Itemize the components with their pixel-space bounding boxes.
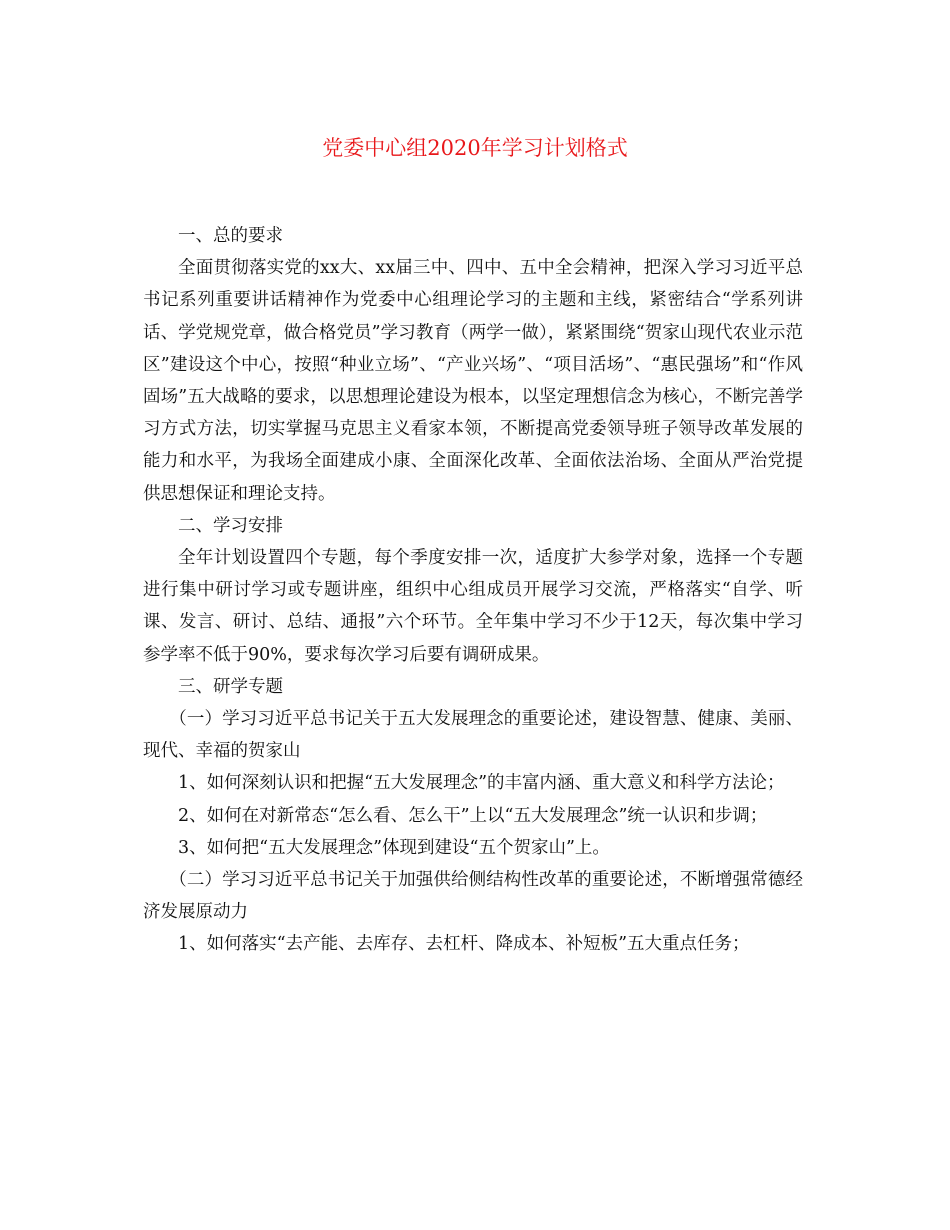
paragraph-requirements: 全面贯彻落实党的xx大、xx届三中、四中、五中全会精神，把深入学习习近平总书记系列重要讲话精神作为党委中心组理论学习的主题和主线，紧密结合“学系列讲话、学党规党章，做合格党员”学习教育（两学一做），紧紧围绕“贺家山现代农业示范区”建设这个中心，按照“种业立场”、“产业兴场”、“项目活场”、“惠民强场”和“作风固场”五大战略的要求，以思想理论建设为根本，以坚定理想信念为核心，不断完善学习方式方法，切实掌握马克思主义看家本领，不断提高党委领导班子领导改革发展的能力和水平，为我场全面建成小康、全面深化改革、全面依法治场、全面从严治党提供思想保证和理论支持。 — [143, 258, 803, 504]
document-body — [143, 220, 803, 961]
topic-one-item-1: 1、如何深刻认识和把握“五大发展理念”的丰富内涵、重大意义和科学方法论； — [178, 773, 785, 794]
topic-one-item-3: 3、如何把“五大发展理念”体现到建设“五个贺家山”上。 — [178, 837, 610, 858]
section-heading-topics: 三、研学专题 — [178, 676, 283, 697]
topic-one-heading: （一）学习习近平总书记关于五大发展理念的重要论述，建设智慧、健康、美丽、现代、幸福的贺家山 — [143, 709, 803, 762]
section-heading-requirements: 一、总的要求 — [178, 226, 283, 246]
paragraph-arrangement: 全年计划设置四个专题，每个季度安排一次，适度扩大参学对象，选择一个专题进行集中研讨学习或专题讲座，组织中心组成员开展学习交流，严格落实“自学、听课、发言、研讨、总结、通报”六个环节。全年集中学习不少于12天，每次集中学习参学率不低于90%，要求每次学习后要有调研成果。 — [143, 548, 803, 665]
document-title: 党委中心组2020年学习计划格式 — [322, 136, 628, 160]
topic-two-item-1: 1、如何落实“去产能、去库存、去杠杆、降成本、补短板”五大重点任务； — [178, 934, 750, 955]
topic-one-item-2: 2、如何在对新常态“怎么看、怎么干”上以“五大发展理念”统一认识和步调； — [178, 805, 768, 826]
topic-two-heading: （二）学习习近平总书记关于加强供给侧结构性改革的重要论述，不断增强常德经济发展原动力 — [143, 870, 803, 923]
section-heading-arrangement: 二、学习安排 — [178, 515, 283, 536]
